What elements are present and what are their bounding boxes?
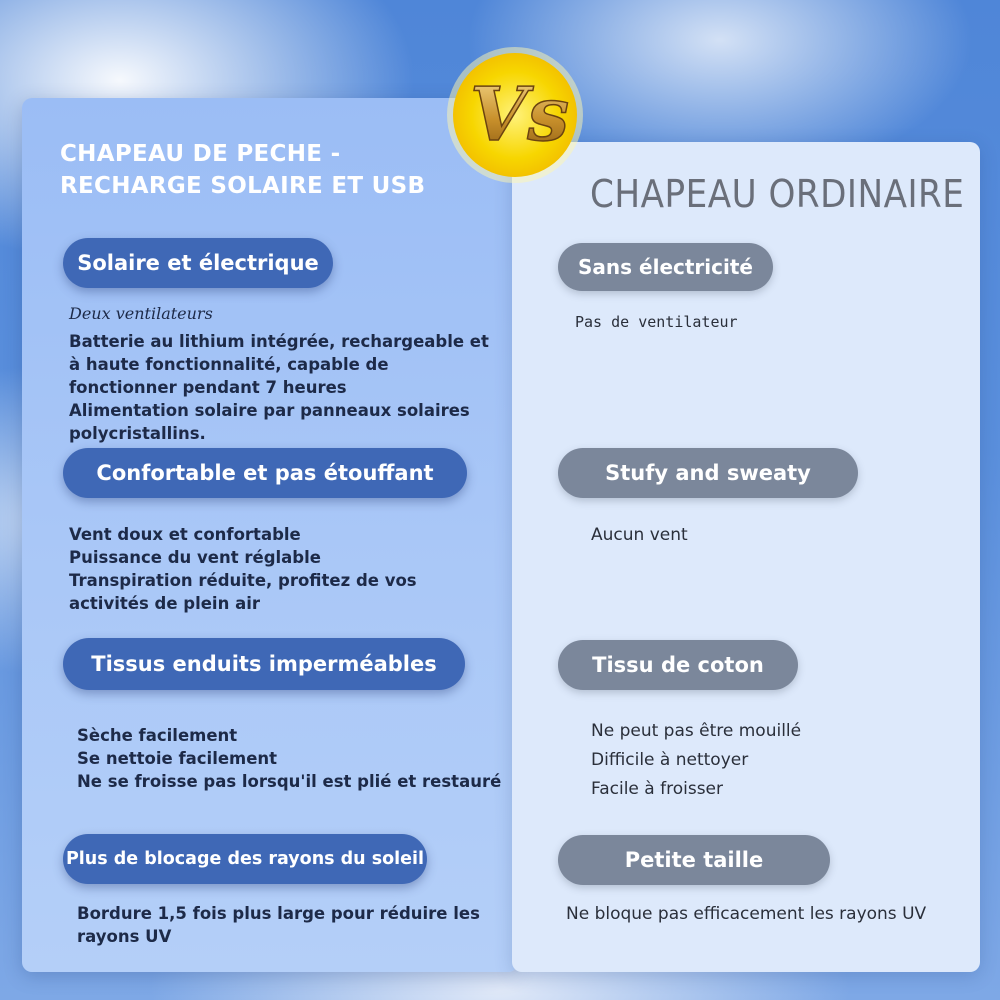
left-section-2-line: Transpiration réduite, profitez de vos xyxy=(69,571,417,590)
left-title-line-1: CHAPEAU DE PECHE - xyxy=(60,141,341,167)
left-section-3-text xyxy=(77,724,501,793)
left-title-line-2: RECHARGE SOLAIRE ET USB xyxy=(60,173,426,199)
left-heading-comfortable: Confortable et pas étouffant xyxy=(63,448,467,498)
right-section-3-text xyxy=(591,717,801,804)
right-section-3-line: Ne peut pas être mouillé xyxy=(591,721,802,741)
left-section-2-line: activités de plein air xyxy=(69,594,260,613)
left-section-3-line: Ne se froisse pas lorsqu'il est plié et restauré xyxy=(77,772,502,791)
left-section-1-line: Batterie au lithium intégrée, rechargeable et xyxy=(69,332,489,351)
left-section-1-text xyxy=(69,302,489,445)
right-heading-cotton: Tissu de coton xyxy=(558,640,798,690)
left-section-3-line: Sèche facilement xyxy=(77,726,238,745)
left-section-4-line: Bordure 1,5 fois plus large pour réduire les xyxy=(77,904,480,923)
left-section-4-text xyxy=(77,902,480,948)
right-section-2-line: Aucun vent xyxy=(591,525,688,545)
left-heading-sun-blocking: Plus de blocage des rayons du soleil xyxy=(63,834,427,884)
left-section-1-line: polycristallins. xyxy=(69,424,206,443)
left-heading-waterproof: Tissus enduits imperméables xyxy=(63,638,465,690)
left-section-1-line: à haute fonctionnalité, capable de xyxy=(69,355,389,374)
right-section-1-line: Pas de ventilateur xyxy=(575,313,738,331)
vs-badge-label: Vs xyxy=(470,72,570,158)
left-section-4-line: rayons UV xyxy=(77,927,172,946)
left-section-3-line: Se nettoie facilement xyxy=(77,749,278,768)
left-heading-solar-electric: Solaire et électrique xyxy=(63,238,333,288)
right-section-3-line: Facile à froisser xyxy=(591,779,723,799)
left-section-2-text xyxy=(69,523,417,615)
left-title xyxy=(60,138,480,202)
right-heading-stuffy: Stufy and sweaty xyxy=(558,448,858,498)
right-title: CHAPEAU ORDINAIRE xyxy=(590,172,965,216)
left-section-2-line: Puissance du vent réglable xyxy=(69,548,321,567)
right-section-4-line: Ne bloque pas efficacement les rayons UV xyxy=(566,904,927,924)
right-heading-small-size: Petite taille xyxy=(558,835,830,885)
left-section-1-subtitle: Deux ventilateurs xyxy=(69,304,213,323)
right-heading-no-electricity: Sans électricité xyxy=(558,243,773,291)
left-section-2-line: Vent doux et confortable xyxy=(69,525,301,544)
right-section-3-line: Difficile à nettoyer xyxy=(591,750,749,770)
left-section-1-line: Alimentation solaire par panneaux solaires xyxy=(69,401,470,420)
left-section-1-line: fonctionner pendant 7 heures xyxy=(69,378,347,397)
